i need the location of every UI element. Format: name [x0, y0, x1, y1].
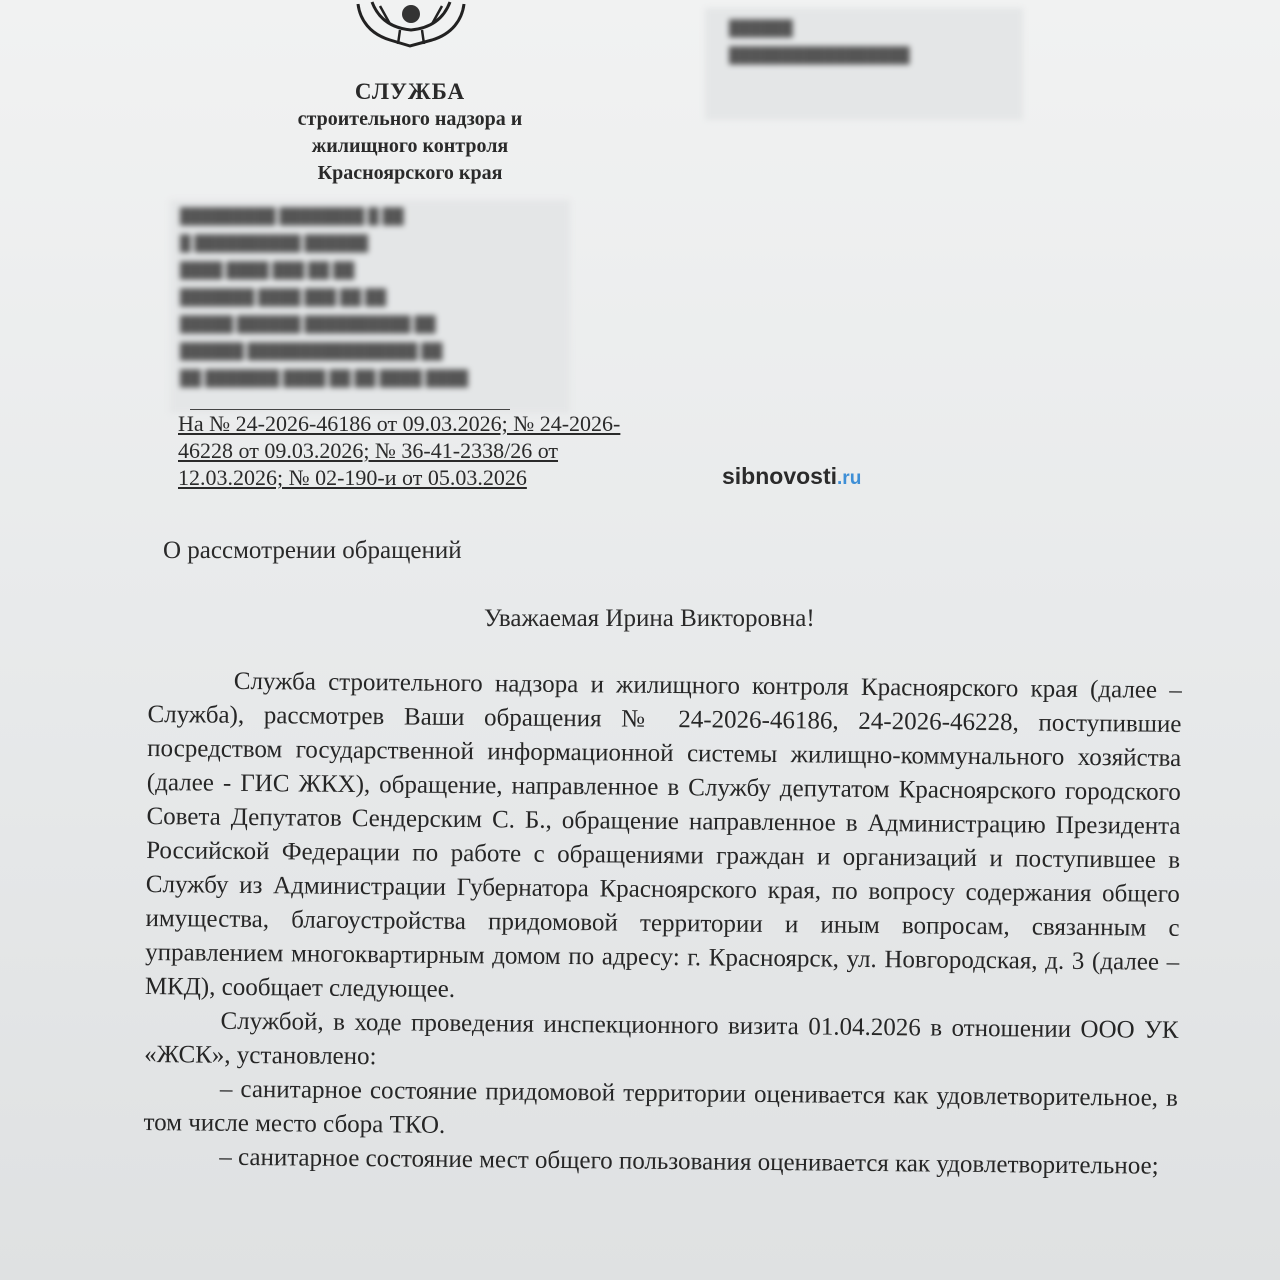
org-line: Красноярского края [317, 162, 503, 184]
watermark [722, 463, 861, 490]
body-paragraph: Службой, в ходе проведения инспекционного визита 01.04.2026 в отношении ООО УК «ЖСК», установлено: [144, 1007, 1179, 1071]
body-paragraph: – санитарное состояние придомовой территории оценивается как удовлетворительное, в том числе место сбора ТКО. [143, 1075, 1179, 1139]
watermark-suffix: .ru [837, 468, 862, 489]
letter-subject: О рассмотрении обращений [163, 537, 462, 564]
body-paragraph: – санитарное состояние мест общего пользования оценивается как удовлетворительное; [219, 1143, 1159, 1180]
body-paragraph: Служба строительного надзора и жилищного контроля Красноярского края (далее – Служба), рассмотрев Ваши обращения № 24-2026-46186, 24-2026-46228, поступившие посредством государственной информационной системы жилищно-коммунального хозяйства (далее - ГИС ЖКХ), обращение, направленное в Службу депутатом Красноярского городского Совета Депутатов Сендерским С. Б., обращение направленное в Администрацию Президента Российской Федерации по работе с обращениями граждан и организаций и поступившее в Службу из Администрации Губернатора Красноярского края, по вопросу содержания общего имущества, благоустройства придомовой территории и иным вопросам, связанным с управлением многоквартирным домом по адресу: г. Красноярск, ул. Новгородская, д. 3 (далее – МКД), сообщает следующее. [144, 667, 1182, 1003]
coat-of-arms-icon [350, 0, 472, 48]
watermark-main: sibnovosti [722, 463, 838, 489]
org-title: СЛУЖБА [354, 79, 466, 104]
recipient-address-redacted: ██████ █████████████████ [705, 8, 1023, 120]
reference-numbers: На № 24-2026-46186 от 09.03.2026; № 24-2026-46228 от 09.03.2026; № 36-41-2338/26 от 12.03.2026; № 02-190-и от 05.03.2026 [178, 411, 621, 490]
salutation: Уважаемая Ирина Викторовна! [484, 605, 815, 632]
sender-address-redacted: █████████ ████████ █ ██ █ ██████████ ██████ ████ ████ ███ ██ ██ ███████ ████ ███ ██ ██ █████ ██████ ██████████ ██ ██████ ████████████████ ██ ██ ███████ ████ ██ ██ ████ ████ [170, 200, 570, 413]
organization-header [250, 78, 570, 187]
letter-body [143, 664, 1182, 1184]
org-line: жилищного контроля [311, 135, 509, 157]
org-line: строительного надзора и [297, 108, 523, 130]
